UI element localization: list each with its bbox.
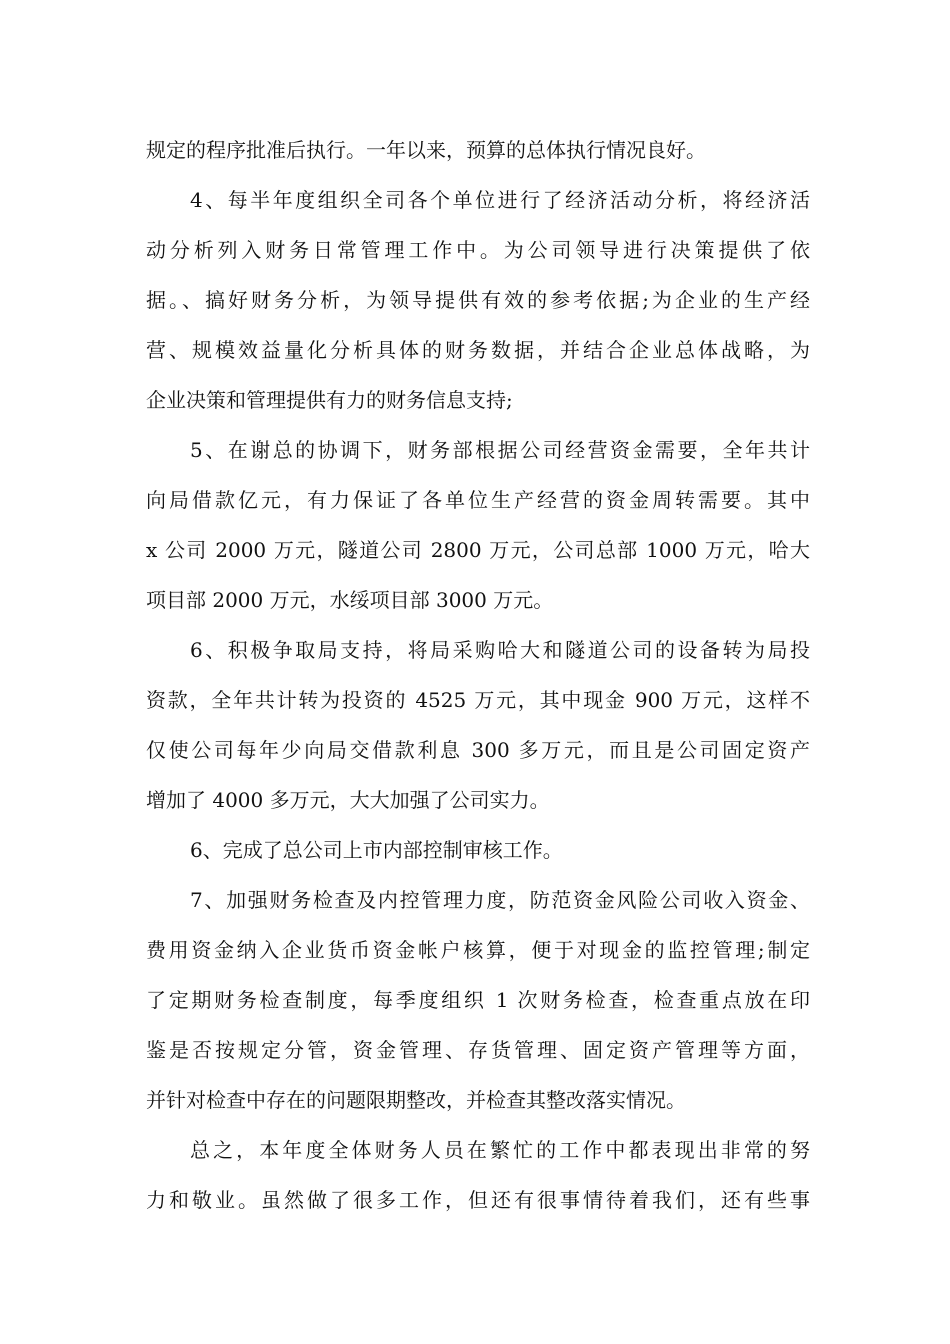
text-line: 6、积极争取局支持，将局采购哈大和隧道公司的设备转为局投 bbox=[190, 638, 810, 662]
body-text bbox=[146, 125, 810, 1225]
text-line: 项目部 2000 万元，水绥项目部 3000 万元。 bbox=[146, 588, 554, 612]
text-line: 动分析列入财务日常管理工作中。为公司领导进行决策提供了依 bbox=[146, 238, 810, 262]
text-line: 鉴是否按规定分管，资金管理、存货管理、固定资产管理等方面， bbox=[146, 1038, 810, 1062]
text-line: 5、在谢总的协调下，财务部根据公司经营资金需要，全年共计 bbox=[190, 438, 810, 462]
text-line: 企业决策和管理提供有力的财务信息支持; bbox=[146, 388, 513, 412]
text-line: 规定的程序批准后执行。一年以来，预算的总体执行情况良好。 bbox=[146, 138, 706, 162]
text-line: 资款，全年共计转为投资的 4525 万元，其中现金 900 万元，这样不 bbox=[146, 688, 810, 712]
text-line: 7、加强财务检查及内控管理力度，防范资金风险公司收入资金、 bbox=[190, 888, 810, 912]
text-line: 4、每半年度组织全司各个单位进行了经济活动分析，将经济活 bbox=[190, 188, 810, 212]
text-line: 费用资金纳入企业货币资金帐户核算，便于对现金的监控管理;制定 bbox=[146, 938, 810, 962]
text-line: 向局借款亿元，有力保证了各单位生产经营的资金周转需要。其中 bbox=[146, 488, 810, 512]
text-line: 仅使公司每年少向局交借款利息 300 多万元，而且是公司固定资产 bbox=[146, 738, 810, 762]
text-line: 力和敬业。虽然做了很多工作，但还有很事情待着我们，还有些事 bbox=[146, 1188, 810, 1212]
text-line: x 公司 2000 万元，隧道公司 2800 万元，公司总部 1000 万元，哈大 bbox=[146, 538, 810, 562]
text-line: 据。、搞好财务分析，为领导提供有效的参考依据;为企业的生产经 bbox=[146, 288, 810, 312]
text-line: 并针对检查中存在的问题限期整改，并检查其整改落实情况。 bbox=[146, 1088, 686, 1112]
text-line: 营、规模效益量化分析具体的财务数据，并结合企业总体战略，为 bbox=[146, 338, 810, 362]
text-line: 6、完成了总公司上市内部控制审核工作。 bbox=[190, 838, 563, 862]
text-line: 增加了 4000 多万元，大大加强了公司实力。 bbox=[146, 788, 550, 812]
text-line: 总之，本年度全体财务人员在繁忙的工作中都表现出非常的努 bbox=[190, 1138, 810, 1162]
text-line: 了定期财务检查制度，每季度组织 1 次财务检查，检查重点放在印 bbox=[146, 988, 810, 1012]
